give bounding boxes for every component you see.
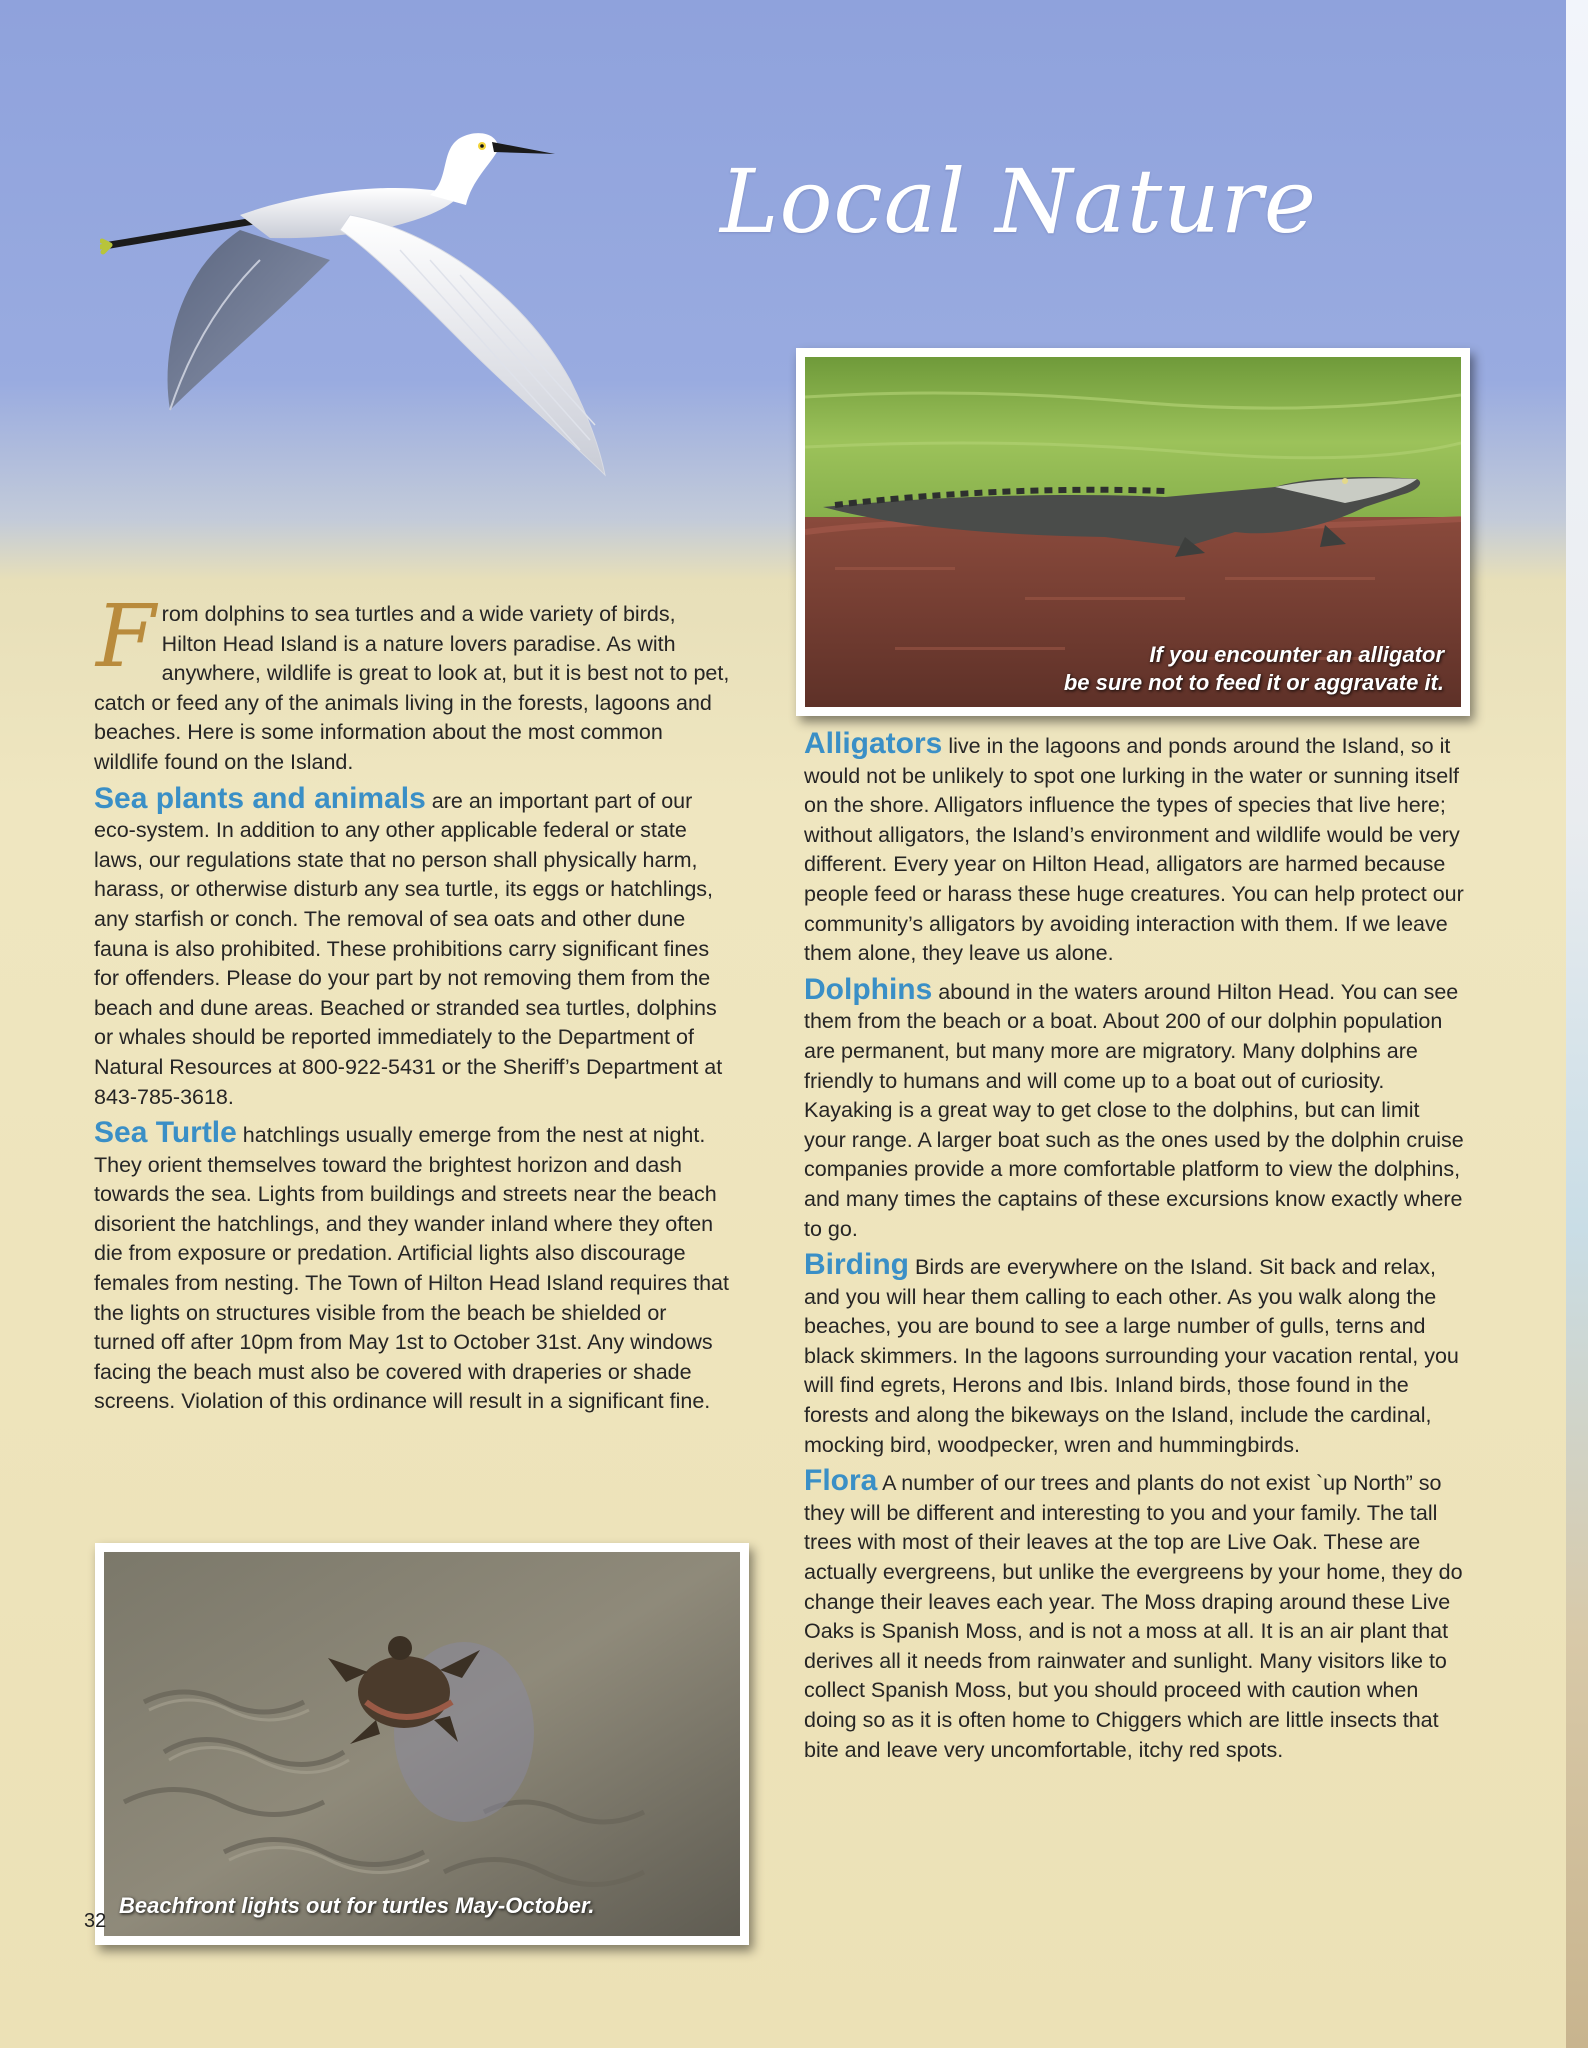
page-edge-strip xyxy=(1566,0,1588,2048)
sea-turtle-text: hatchlings usually emerge from the nest at night. They orient themselves toward the brightest horizon and dash towards the sea. Lights from buildings and streets near the beach disorient the hatchlings, and they wander inland where they often die from exposure or predation. Artificial lights also discourage females from nesting. The Town of Hilton Head Island requires that the lights on structures visible from the beach be shielded or turned off after 10pm from May 1st to October 31st. Any windows facing the beach must also be covered with draperies or shade screens. Violation of this ordinance will result in a significant fine. xyxy=(94,1123,729,1414)
sea-plants-paragraph xyxy=(94,781,730,1113)
turtle-image xyxy=(104,1552,740,1936)
sea-plants-heading: Sea plants and animals xyxy=(94,781,426,815)
flora-heading: Flora xyxy=(804,1464,878,1498)
sea-turtle-heading: Sea Turtle xyxy=(94,1116,237,1150)
intro-text: rom dolphins to sea turtles and a wide variety of birds, Hilton Head Island is a nature lovers paradise. As with anywhere, wildlife is great to look at, but it is best not to pet, catch or feed any of the animals living in the forests, lagoons and beaches. Here is some information about the most common wildlife found on the Island. xyxy=(94,602,730,774)
flora-paragraph xyxy=(804,1466,1464,1765)
dolphins-heading: Dolphins xyxy=(804,972,933,1006)
drop-cap: F xyxy=(96,587,156,687)
alligators-text: live in the lagoons and ponds around the Island, so it would not be unlikely to spot one lurking in the water or sunning itself on the shore. Alligators influence the types of species that live here; without alligators, the Island’s environment and wildlife would be very different. Every year on Hilton Head, alligators are harmed because people feed or harass these huge creatures. You can help protect our community’s alligators by avoiding interaction with them. If we leave them alone, they leave us alone. xyxy=(804,734,1464,966)
sea-turtle-paragraph xyxy=(94,1118,730,1417)
alligator-photo xyxy=(796,348,1470,716)
alligator-caption-line-2: be sure not to feed it or aggravate it. xyxy=(1063,669,1444,695)
birding-heading: Birding xyxy=(804,1248,909,1282)
turtle-photo xyxy=(95,1543,749,1945)
turtle-caption: Beachfront lights out for turtles May-October. xyxy=(119,1892,595,1918)
alligator-caption xyxy=(1024,641,1444,696)
alligators-heading: Alligators xyxy=(804,727,943,760)
egret-image xyxy=(100,120,740,490)
left-column xyxy=(94,587,730,1423)
intro-paragraph xyxy=(94,587,730,778)
sea-plants-text: are an important part of our eco-system. In addition to any other applicable federal or state laws, our regulations state that no person shall physically harm, harass, or otherwise disturb any sea turtle, its eggs or hatchlings, any starfish or conch. The removal of sea oats and other dune fauna is also prohibited. These prohibitions carry significant fines for offenders. Please do your part by not removing them from the beach and dune areas. Beached or stranded sea turtles, dolphins or whales should be reported immediately to the Department of Natural Resources at 800-922-5431 or the Sheriff’s Department at 843-785-3618. xyxy=(94,788,723,1109)
alligator-caption-line-1: If you encounter an alligator xyxy=(1149,642,1444,667)
page-number: 32 xyxy=(84,1910,107,1932)
birding-paragraph xyxy=(804,1250,1464,1460)
flora-text: A number of our trees and plants do not exist `up North” so they will be different and interesting to you and your family. The tall trees with most of their leaves at the top are Live Oak. These are actually evergreens, but unlike the evergreens by your home, they do change their leaves each year. The Moss draping around these Live Oaks is Spanish Moss, and is not a moss at all. It is an air plant that derives all it needs from rainwater and sunlight. Many visitors like to collect Spanish Moss, but you should proceed with caution when doing so as it is often home to Chiggers which are little insects that bite and leave very uncomfortable, itchy red spots. xyxy=(804,1471,1463,1762)
dolphins-paragraph xyxy=(804,972,1464,1244)
page-title: Local Nature xyxy=(720,150,1317,253)
dolphins-text: abound in the waters around Hilton Head. You can see them from the beach or a boat. About 200 of our dolphin population are permanent, but many more are migratory. Many dolphins are friendly to humans and will come up to a boat out of curiosity. Kayaking is a great way to get close to the dolphins, but can limit your range. A larger boat such as the ones used by the dolphin cruise companies provide a more comfortable platform to view the dolphins, and many times the captains of these excursions know exactly where to go. xyxy=(804,979,1464,1241)
alligators-paragraph xyxy=(804,729,1464,969)
right-column xyxy=(804,729,1464,1771)
birding-text: Birds are everywhere on the Island. Sit back and relax, and you will hear them calling to each other. As you walk along the beaches, you are bound to see a large number of gulls, terns and black skimmers. In the lagoons surrounding your vacation rental, you will find egrets, Herons and Ibis. Inland birds, those found in the forests and along the bikeways on the Island, include the cardinal, mocking bird, woodpecker, wren and hummingbirds. xyxy=(804,1255,1459,1457)
